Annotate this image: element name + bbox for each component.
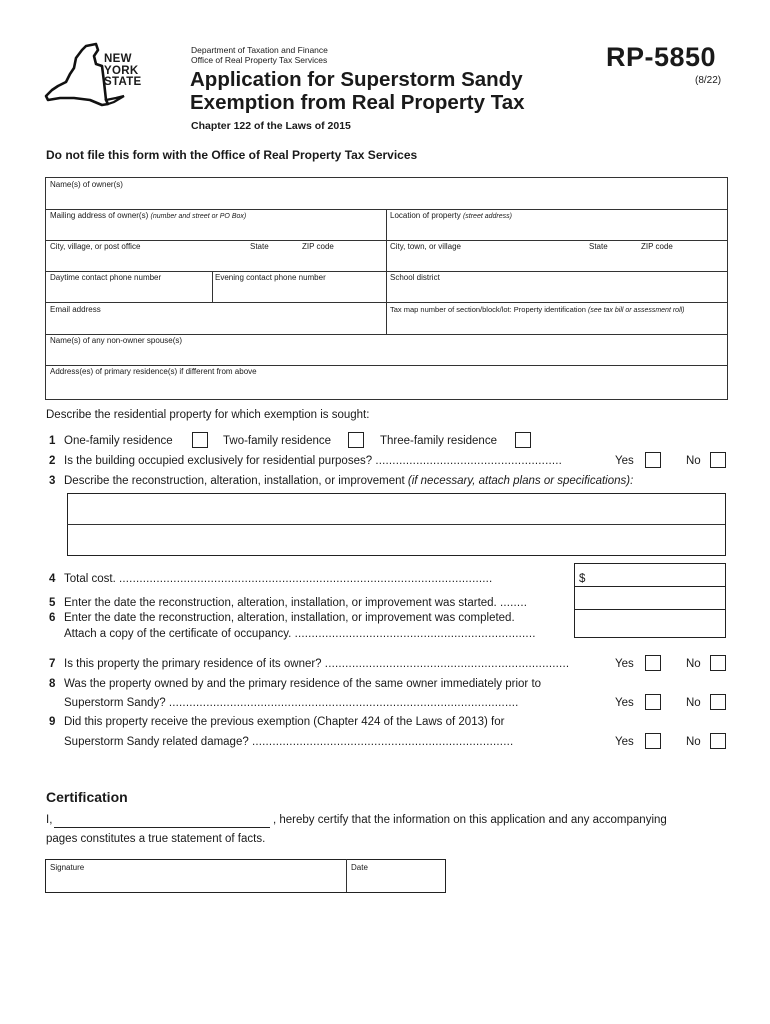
q5-number: 5 [49,597,56,609]
spouse-name-field[interactable]: Name(s) of any non-owner spouse(s) [50,336,183,345]
q7-no-checkbox[interactable] [710,655,726,671]
owner-zip-field[interactable]: ZIP code [302,242,334,251]
q3-text: Describe the reconstruction, alteration, installation, or improvement (if necessary, attach plans or specifications): [64,475,634,487]
q2-number: 2 [49,455,56,467]
q7-number: 7 [49,658,56,670]
two-family-label: Two-family residence [223,435,332,447]
owners-name-field[interactable]: Name(s) of owner(s) [50,180,123,189]
q2-yes-label: Yes [615,455,634,467]
q7-text: Is this property the primary residence of its owner? ........................................................................ [64,658,570,670]
q9-no-label: No [686,736,701,748]
one-family-checkbox[interactable] [192,432,208,448]
office-name: Office of Real Property Tax Services [191,55,328,65]
logo-line-3: STATE [104,76,142,88]
certify-statement-2: pages constitutes a true statement of facts. [46,833,266,845]
property-location-field[interactable]: Location of property (street address) [390,211,512,220]
logo-line-2: YORK [104,64,139,77]
q8-no-checkbox[interactable] [710,694,726,710]
property-city-field[interactable]: City, town, or village [390,242,461,251]
q8-text: Was the property owned by and the primary residence of the same owner immediately prior to [64,678,542,690]
q5-text: Enter the date the reconstruction, alteration, installation, or improvement was started. ........ [64,597,528,609]
logo-line-1: NEW [104,53,132,65]
daytime-phone-field[interactable]: Daytime contact phone number [50,273,162,282]
q9-number: 9 [49,716,56,728]
q9-yes-checkbox[interactable] [645,733,661,749]
two-family-checkbox[interactable] [348,432,364,448]
signature-field[interactable]: Signature [50,863,85,872]
q7-no-label: No [686,658,701,670]
tax-map-field[interactable]: Tax map number of section/block/lot: Property identification (see tax bill or assessment roll) [390,305,685,314]
form-title-line-1: Application for Superstorm Sandy [190,68,523,91]
q4-number: 4 [49,573,56,585]
q3-number: 3 [49,475,56,487]
q8-number: 8 [49,678,56,690]
email-field[interactable]: Email address [50,305,101,314]
primary-residence-field[interactable]: Address(es) of primary residence(s) if different from above [50,367,257,376]
form-title-line-2: Exemption from Real Property Tax [190,91,525,114]
q6-number: 6 [49,612,56,624]
q7-yes-checkbox[interactable] [645,655,661,671]
certify-prefix: I, [46,814,53,826]
q8-no-label: No [686,697,701,709]
certify-statement: , hereby certify that the information on this application and any accompanying [273,814,667,826]
mailing-address-field[interactable]: Mailing address of owner(s) (number and street or PO Box) [50,211,247,220]
q7-yes-label: Yes [615,658,634,670]
start-date-input[interactable] [574,586,726,610]
q2-no-label: No [686,455,701,467]
q2-no-checkbox[interactable] [710,452,726,468]
q1-number: 1 [49,435,56,447]
nys-logo [44,42,156,112]
q8-text-2: Superstorm Sandy? ....................................................................................................... [64,697,519,709]
q6-text: Enter the date the reconstruction, alteration, installation, or improvement was completed. [64,612,515,624]
date-field[interactable]: Date [351,863,368,872]
three-family-checkbox[interactable] [515,432,531,448]
property-state-field[interactable]: State [589,242,608,251]
q2-text: Is the building occupied exclusively for residential purposes? ....................................................... [64,455,563,467]
q9-text: Did this property receive the previous exemption (Chapter 424 of the Laws of 2013) for [64,716,505,728]
form-number: RP-5850 [606,42,717,72]
department-name: Department of Taxation and Finance [191,45,328,55]
owner-state-field[interactable]: State [250,242,269,251]
evening-phone-field[interactable]: Evening contact phone number [215,273,326,282]
q4-text: Total cost. .............................................................................................................. [64,573,493,585]
total-cost-input[interactable] [574,563,726,587]
q9-text-2: Superstorm Sandy related damage? ............................................................................. [64,736,514,748]
three-family-label: Three-family residence [380,435,497,447]
property-zip-field[interactable]: ZIP code [641,242,673,251]
q2-yes-checkbox[interactable] [645,452,661,468]
one-family-label: One-family residence [64,435,173,447]
q9-yes-label: Yes [615,736,634,748]
certifier-name-input[interactable] [54,826,270,828]
chapter-reference: Chapter 122 of the Laws of 2015 [191,120,351,132]
owner-city-field[interactable]: City, village, or post office [50,242,141,251]
q6-text-2: Attach a copy of the certificate of occupancy. ....................................................................... [64,628,536,640]
school-district-field[interactable]: School district [390,273,440,282]
certification-heading: Certification [46,789,128,805]
currency-symbol: $ [579,573,586,585]
q8-yes-checkbox[interactable] [645,694,661,710]
signature-date-box [45,859,446,893]
form-revision: (8/22) [695,75,722,86]
q8-yes-label: Yes [615,697,634,709]
q9-no-checkbox[interactable] [710,733,726,749]
describe-intro: Describe the residential property for which exemption is sought: [46,409,370,421]
completion-date-input[interactable] [574,609,726,638]
filing-notice: Do not file this form with the Office of Real Property Tax Services [46,148,418,162]
